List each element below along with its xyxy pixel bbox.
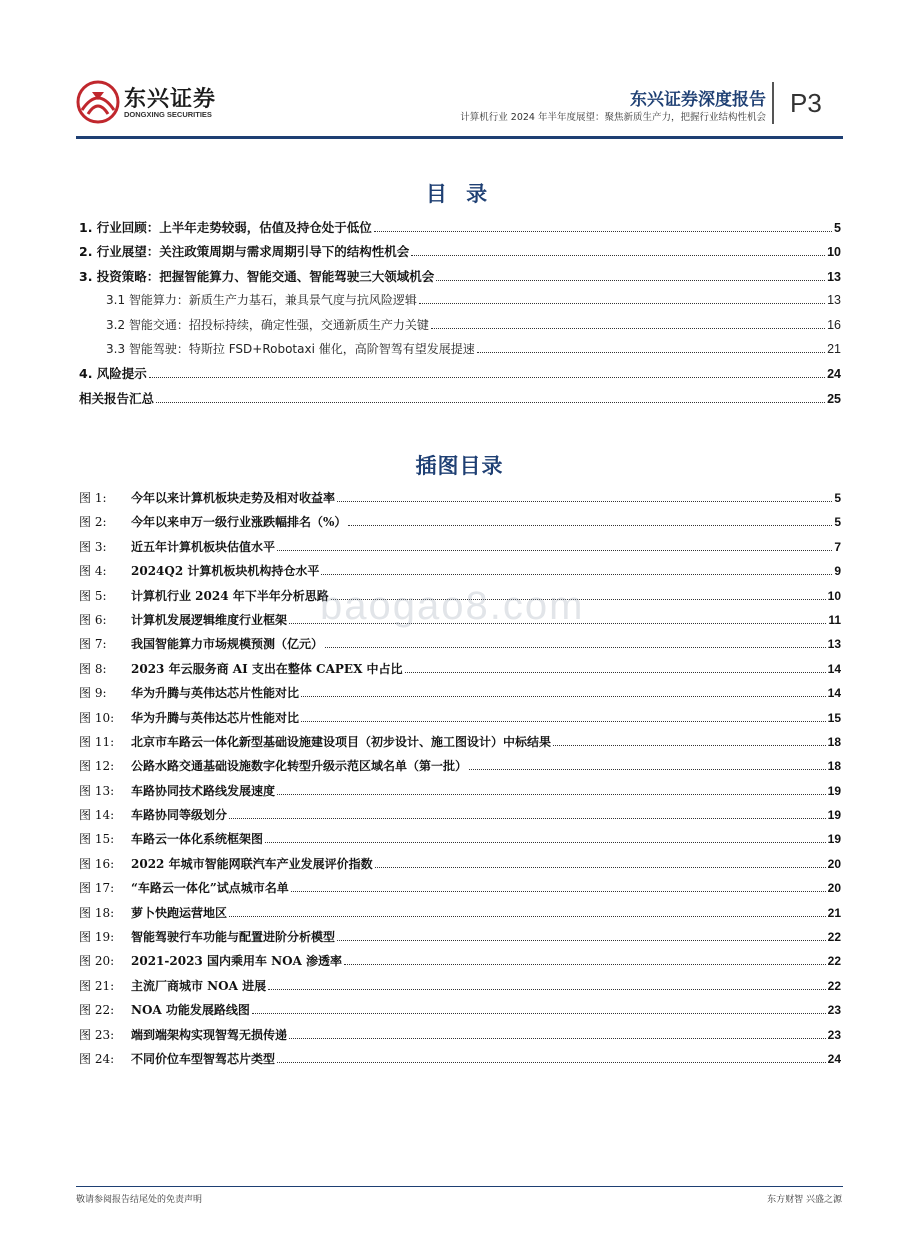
figure-number: 图 10:	[79, 710, 115, 725]
figure-title: 主流厂商城市 NOA 进展	[131, 978, 267, 993]
dot-leader	[477, 352, 825, 353]
figure-entry[interactable]	[79, 1001, 841, 1025]
toc-entry-label: 3. 投资策略：把握智能算力、智能交通、智能驾驶三大领域机会	[79, 268, 435, 284]
figure-number: 图 19:	[79, 930, 115, 945]
figure-title: 计算机发展逻辑维度行业框架	[131, 612, 288, 627]
dot-leader	[301, 721, 826, 722]
figure-number: 图 14:	[79, 808, 115, 823]
dot-leader	[321, 574, 832, 575]
logo-english-name: DONGXING SECURITIES	[124, 110, 212, 119]
figure-page: 9	[834, 564, 841, 579]
header-rule	[76, 136, 843, 139]
dot-leader	[553, 745, 826, 746]
figure-entry[interactable]	[79, 806, 841, 830]
figure-number: 图 20:	[79, 954, 115, 969]
figure-number: 图 5:	[79, 588, 107, 603]
figure-index-heading: 插图目录	[415, 454, 504, 478]
figure-entry[interactable]	[79, 977, 841, 1001]
figure-title: 北京市车路云一体化新型基础设施建设项目（初步设计、施工图设计）中标结果	[131, 734, 552, 749]
toc-entry-page: 13	[827, 293, 841, 308]
toc-entry-label: 3.2 智能交通：招投标持续，确定性强，交通新质生产力关键	[106, 317, 429, 332]
toc-entry[interactable]	[79, 389, 841, 413]
figure-entry[interactable]	[79, 562, 841, 586]
dot-leader	[375, 867, 826, 868]
toc-entry-page: 21	[827, 341, 841, 356]
dot-leader	[301, 696, 826, 697]
footer-rule	[76, 1186, 843, 1187]
header-divider	[772, 82, 774, 124]
toc-entry-label: 3.3 智能驾驶：特斯拉 FSD+Robotaxi 催化，高阶智驾有望发展提速	[106, 341, 475, 356]
figure-entry[interactable]	[79, 952, 841, 976]
figure-title: “车路云一体化”试点城市名单	[131, 881, 289, 896]
figure-title: 2024Q2 计算机板块机构持仓水平	[131, 564, 320, 579]
toc-heading: 目 录	[425, 182, 494, 206]
toc-list	[79, 218, 841, 413]
report-subtitle: 计算机行业 2024 年半年度展望：聚焦新质生产力，把握行业结构性机会	[460, 112, 766, 123]
figure-page: 19	[827, 832, 841, 847]
company-logo	[76, 80, 236, 126]
figure-title: 公路水路交通基础设施数字化转型升级示范区域名单（第一批）	[131, 759, 468, 774]
figure-number: 图 13:	[79, 783, 115, 798]
figure-number: 图 4:	[79, 564, 107, 579]
figure-title: 智能驾驶行车功能与配置进阶分析模型	[131, 930, 336, 945]
figure-number: 图 24:	[79, 1051, 115, 1066]
dot-leader	[229, 916, 826, 917]
dot-leader	[469, 769, 826, 770]
figure-entry[interactable]	[79, 684, 841, 708]
figure-number: 图 12:	[79, 759, 115, 774]
dot-leader	[277, 1062, 826, 1063]
figure-entry[interactable]	[79, 513, 841, 537]
figure-entry[interactable]	[79, 782, 841, 806]
figure-number: 图 17:	[79, 881, 115, 896]
figure-title: 不同价位车型智驾芯片类型	[131, 1051, 276, 1066]
dot-leader	[374, 231, 832, 232]
figure-number: 图 2:	[79, 515, 107, 530]
figure-number: 图 9:	[79, 686, 107, 701]
figure-entry[interactable]	[79, 733, 841, 757]
figure-title: NOA 功能发展路线图	[131, 1003, 250, 1018]
figure-number: 图 18:	[79, 905, 115, 920]
figure-page: 19	[827, 783, 841, 798]
figure-page: 11	[828, 612, 841, 627]
figure-title: 萝卜快跑运营地区	[131, 905, 228, 920]
toc-entry-label: 2. 行业展望：关注政策周期与需求周期引导下的结构性机会	[79, 244, 410, 260]
figure-entry[interactable]	[79, 757, 841, 781]
figure-number: 图 21:	[79, 978, 115, 993]
footer-slogan: 东方财智 兴盛之源	[767, 1195, 842, 1205]
figure-page: 14	[827, 661, 841, 676]
page-number: P3	[790, 88, 822, 118]
figure-number: 图 1:	[79, 491, 107, 505]
figure-entry[interactable]	[79, 830, 841, 854]
dot-leader	[405, 672, 826, 673]
dot-leader	[277, 550, 832, 551]
dot-leader	[252, 1013, 826, 1014]
dot-leader	[156, 402, 825, 403]
figure-page: 19	[827, 808, 841, 823]
figure-page: 5	[834, 515, 841, 530]
dot-leader	[149, 377, 825, 378]
dongxing-logo-icon	[76, 80, 120, 124]
toc-subentry[interactable]	[79, 316, 841, 340]
figure-entry[interactable]	[79, 904, 841, 928]
dot-leader	[291, 891, 826, 892]
toc-entry-label: 相关报告汇总	[79, 390, 155, 406]
figure-page: 5	[834, 491, 841, 505]
figure-title: 今年以来计算机板块走势及相对收益率	[131, 491, 336, 505]
figure-title: 车路云一体化系统框架图	[131, 832, 264, 847]
figure-number: 图 15:	[79, 832, 115, 847]
figure-page: 7	[834, 539, 841, 554]
dot-leader	[277, 794, 826, 795]
figure-number: 图 3:	[79, 539, 107, 554]
figure-page: 24	[827, 1051, 841, 1066]
figure-page: 23	[827, 1003, 841, 1018]
figure-entry[interactable]	[79, 635, 841, 659]
figure-entry[interactable]	[79, 928, 841, 952]
figure-title: 我国智能算力市场规模预测（亿元）	[131, 637, 324, 652]
figure-title: 车路协同技术路线发展速度	[131, 783, 276, 798]
figure-title: 2022 年城市智能网联汽车产业发展评价指数	[131, 856, 373, 871]
footer-disclaimer: 敬请参阅报告结尾处的免责声明	[76, 1195, 203, 1205]
logo-chinese-name: 东兴证券	[124, 87, 217, 112]
figure-title: 今年以来申万一级行业涨跌幅排名（%）	[131, 515, 347, 530]
figure-title: 华为升腾与英伟达芯片性能对比	[131, 686, 300, 701]
toc-entry[interactable]	[79, 267, 841, 291]
figure-page: 22	[827, 930, 841, 945]
dot-leader	[431, 328, 825, 329]
figure-entry[interactable]	[79, 660, 841, 684]
figure-entry[interactable]	[79, 1026, 841, 1050]
dot-leader	[337, 940, 826, 941]
figure-page: 18	[827, 759, 841, 774]
toc-entry[interactable]	[79, 242, 841, 266]
figure-title: 2021-2023 国内乘用车 NOA 渗透率	[131, 954, 343, 969]
figure-number: 图 7:	[79, 637, 107, 652]
figure-number: 图 11:	[79, 734, 115, 749]
figure-number: 图 16:	[79, 856, 115, 871]
dot-leader	[229, 818, 826, 819]
toc-entry-label: 4. 风险提示	[79, 366, 147, 382]
dot-leader	[289, 1038, 826, 1039]
toc-entry-page: 5	[834, 221, 841, 235]
figure-number: 图 22:	[79, 1003, 115, 1018]
dot-leader	[436, 280, 825, 281]
toc-entry-page: 10	[827, 245, 841, 260]
toc-entry-page: 16	[827, 317, 841, 332]
figure-page: 18	[827, 734, 841, 749]
figure-index-list	[79, 489, 841, 1074]
figure-page: 22	[827, 978, 841, 993]
figure-page: 22	[827, 954, 841, 969]
toc-entry-page: 25	[827, 391, 841, 406]
figure-entry[interactable]	[79, 489, 841, 513]
figure-page: 23	[827, 1027, 841, 1042]
toc-subentry[interactable]	[79, 291, 841, 315]
report-title: 东兴证券深度报告	[630, 90, 766, 110]
figure-page: 15	[827, 710, 841, 725]
toc-entry-label: 3.1 智能算力：新质生产力基石，兼具景气度与抗风险逻辑	[106, 293, 417, 308]
figure-title: 端到端架构实现智驾无损传递	[131, 1027, 288, 1042]
dot-leader	[325, 647, 826, 648]
figure-title: 近五年计算机板块估值水平	[131, 539, 276, 554]
figure-entry[interactable]	[79, 709, 841, 733]
dot-leader	[268, 989, 826, 990]
toc-entry-page: 24	[827, 367, 841, 382]
figure-page: 10	[827, 588, 841, 603]
toc-entry-page: 13	[827, 269, 841, 284]
dot-leader	[411, 255, 825, 256]
figure-entry[interactable]	[79, 855, 841, 879]
dot-leader	[265, 842, 826, 843]
dot-leader	[337, 501, 832, 502]
dot-leader	[419, 303, 825, 304]
figure-page: 13	[827, 637, 841, 652]
toc-entry[interactable]	[79, 364, 841, 388]
figure-entry[interactable]	[79, 538, 841, 562]
figure-title: 车路协同等级划分	[131, 808, 228, 823]
figure-page: 20	[827, 881, 841, 896]
dot-leader	[344, 964, 826, 965]
figure-page: 14	[827, 686, 841, 701]
figure-title: 计算机行业 2024 年下半年分析思路	[131, 588, 329, 603]
toc-entry-label: 1. 行业回顾：上半年走势较弱，估值及持仓处于低位	[79, 220, 372, 235]
figure-page: 21	[827, 905, 841, 920]
figure-number: 图 8:	[79, 661, 107, 676]
figure-number: 图 6:	[79, 612, 107, 627]
dot-leader	[348, 525, 832, 526]
figure-title: 2023 年云服务商 AI 支出在整体 CAPEX 中占比	[131, 661, 403, 676]
toc-entry[interactable]	[79, 218, 841, 242]
toc-subentry[interactable]	[79, 340, 841, 364]
figure-entry[interactable]	[79, 1050, 841, 1074]
watermark: baogao8.com	[320, 584, 585, 628]
figure-page: 20	[827, 856, 841, 871]
figure-title: 华为升腾与英伟达芯片性能对比	[131, 710, 300, 725]
figure-number: 图 23:	[79, 1027, 115, 1042]
figure-entry[interactable]	[79, 879, 841, 903]
